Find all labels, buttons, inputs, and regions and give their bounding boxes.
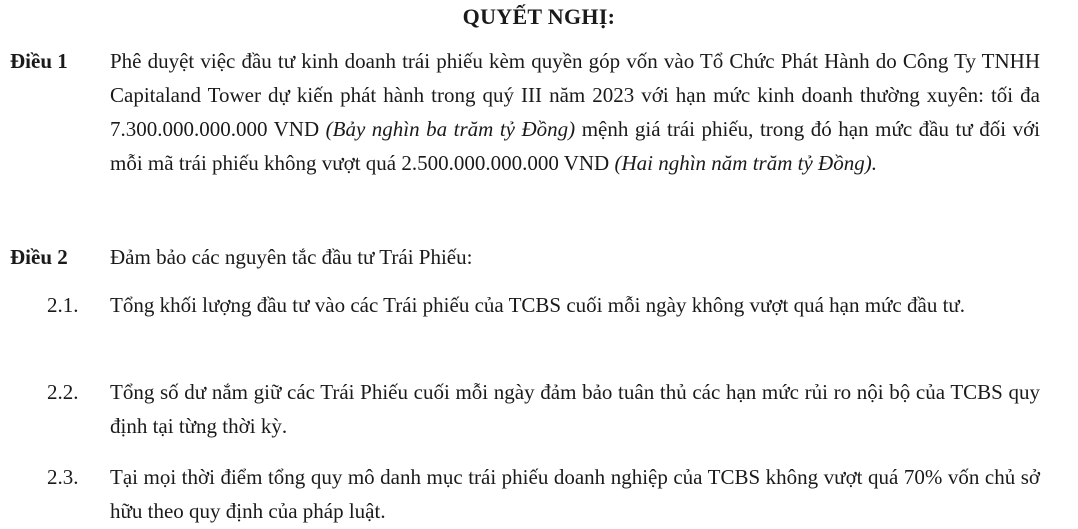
clause-text: Tổng số dư nắm giữ các Trái Phiếu cuối mỗi ngày đảm bảo tuân thủ các hạn mức rủi ro nội bộ của TCBS quy định tại từng thời kỳ. bbox=[110, 380, 1040, 438]
article-1-text-part1: Phê duyệt việc đầu tư kinh doanh trái phiếu kèm quyền góp vốn vào Tổ Chức Phát Hành do Công Ty TNHH Capitaland Tower dự kiến phát hành trong quý III năm 2023 với hạn mức kinh doanh thường xuyên: tối đa 7.300.000.000.000 VND bbox=[110, 49, 1040, 141]
article-1-limit-in-words: (Hai nghìn năm trăm tỷ Đồng). bbox=[614, 151, 877, 175]
article-2-text: Đảm bảo các nguyên tắc đầu tư Trái Phiếu: bbox=[110, 245, 473, 269]
resolution-heading: QUYẾT NGHỊ: bbox=[462, 4, 616, 29]
article-1-amount-in-words: (Bảy nghìn ba trăm tỷ Đồng) bbox=[325, 117, 576, 141]
clause-number: 2.1. bbox=[47, 293, 79, 317]
article-2-label: Điều 2 bbox=[10, 245, 68, 269]
article-1-label: Điều 1 bbox=[10, 49, 68, 73]
article-1-text-part2: mệnh giá trái phiếu, trong đó hạn mức đầu tư đối với mỗi mã trái phiếu không vượt quá 2.500.000.000.000 VND bbox=[110, 117, 1041, 175]
clause-number: 2.3. bbox=[47, 465, 79, 489]
clause-number: 2.2. bbox=[47, 380, 79, 404]
article-1-text bbox=[110, 44, 1040, 180]
clause-text: Tại mọi thời điểm tổng quy mô danh mục trái phiếu doanh nghiệp của TCBS không vượt quá 70% vốn chủ sở hữu theo quy định của pháp luật. bbox=[110, 465, 1040, 523]
clause-text: Tổng khối lượng đầu tư vào các Trái phiếu của TCBS cuối mỗi ngày không vượt quá hạn mức đầu tư. bbox=[110, 293, 966, 317]
